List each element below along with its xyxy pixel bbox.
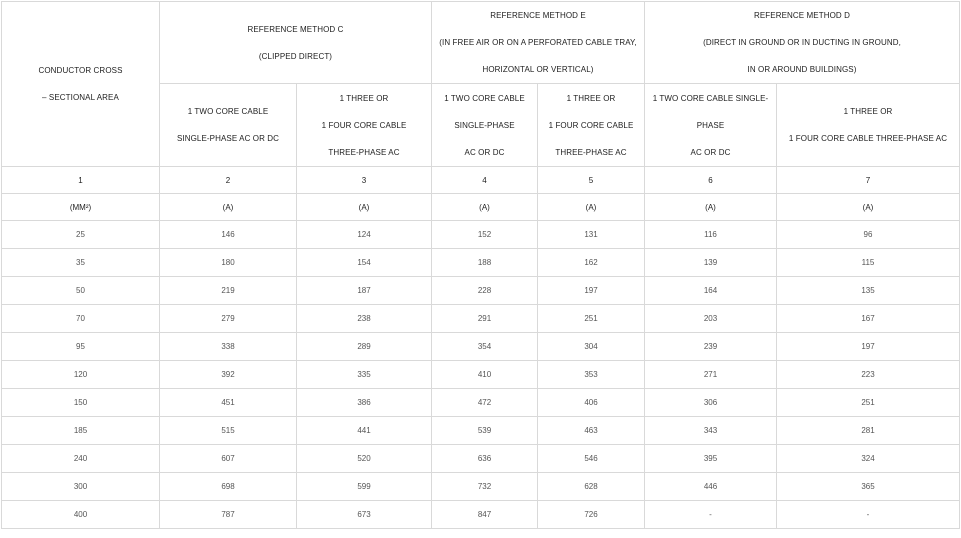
cross-section-cell: 35 — [2, 249, 160, 277]
table-cell: 607 — [160, 445, 297, 473]
col-7-header-line-1: 1 THREE OR — [843, 107, 893, 116]
cross-section-cell: 185 — [2, 417, 160, 445]
table-cell: 251 — [777, 389, 960, 417]
table-cell: 463 — [538, 417, 645, 445]
cross-section-cell: 240 — [2, 445, 160, 473]
table-cell: 279 — [160, 305, 297, 333]
table-cell: 164 — [645, 277, 777, 305]
unit-label: (A) — [645, 194, 777, 221]
table-cell: 96 — [777, 221, 960, 249]
table-cell: 520 — [297, 445, 432, 473]
conductor-cross-section-header — [2, 2, 160, 167]
col-4-header — [432, 84, 538, 167]
current-rating-table — [1, 1, 960, 529]
cross-section-cell: 150 — [2, 389, 160, 417]
table-row — [2, 445, 960, 473]
reference-method-d-header — [645, 2, 960, 84]
table-cell: 180 — [160, 249, 297, 277]
col-5-header — [538, 84, 645, 167]
table-cell: 203 — [645, 305, 777, 333]
table-cell: 251 — [538, 305, 645, 333]
table-row — [2, 361, 960, 389]
table-cell: 154 — [297, 249, 432, 277]
method-e-line-2: (IN FREE AIR OR ON A PERFORATED CABLE TRAY, — [439, 38, 637, 47]
table-cell: 223 — [777, 361, 960, 389]
table-cell: 188 — [432, 249, 538, 277]
col-6-header-line-2: PHASE — [696, 120, 725, 130]
table-cell: 146 — [160, 221, 297, 249]
method-d-title: REFERENCE METHOD D — [753, 11, 851, 20]
table-cell: 732 — [432, 473, 538, 501]
table-cell: 335 — [297, 361, 432, 389]
reference-method-e-header — [432, 2, 645, 84]
table-cell: 406 — [538, 389, 645, 417]
table-cell: 392 — [160, 361, 297, 389]
table-cell: 135 — [777, 277, 960, 305]
col-7-header-line-2: 1 FOUR CORE CABLE THREE-PHASE AC — [788, 134, 948, 143]
table-cell: 343 — [645, 417, 777, 445]
col-6-header-line-1: 1 TWO CORE CABLE SINGLE- — [652, 93, 769, 103]
table-cell: 726 — [538, 501, 645, 529]
table-cell: 539 — [432, 417, 538, 445]
table-cell: 152 — [432, 221, 538, 249]
table-row — [2, 333, 960, 361]
table-row — [2, 389, 960, 417]
col-2-header — [160, 84, 297, 167]
table-cell: 116 — [645, 221, 777, 249]
table-cell: 291 — [432, 305, 538, 333]
table-cell: 219 — [160, 277, 297, 305]
table-cell: 395 — [645, 445, 777, 473]
col-4-header-line-3: AC OR DC — [464, 147, 505, 157]
table-cell: 354 — [432, 333, 538, 361]
table-cell: 131 — [538, 221, 645, 249]
reference-method-c-header — [160, 2, 432, 84]
cross-section-cell: 120 — [2, 361, 160, 389]
table-cell: 187 — [297, 277, 432, 305]
cross-section-cell: 95 — [2, 333, 160, 361]
table-cell: 515 — [160, 417, 297, 445]
table-cell: 124 — [297, 221, 432, 249]
unit-label: (A) — [297, 194, 432, 221]
col-4-header-line-1: 1 TWO CORE CABLE — [444, 93, 525, 103]
table-cell: 304 — [538, 333, 645, 361]
table-cell: 162 — [538, 249, 645, 277]
col-2-header-line-1: 1 TWO CORE CABLE — [187, 107, 269, 116]
col-6-header — [645, 84, 777, 167]
table-cell: 197 — [538, 277, 645, 305]
table-cell: 324 — [777, 445, 960, 473]
conductor-header-line-2: – SECTIONAL AREA — [42, 93, 119, 102]
table-row — [2, 417, 960, 445]
column-number: 1 — [2, 167, 160, 194]
col-2-header-line-2: SINGLE-PHASE AC OR DC — [176, 134, 280, 143]
table-row — [2, 221, 960, 249]
table-cell: 446 — [645, 473, 777, 501]
column-number-row — [2, 167, 960, 194]
table-cell: 410 — [432, 361, 538, 389]
table-cell: 271 — [645, 361, 777, 389]
column-number: 3 — [297, 167, 432, 194]
unit-label: (MM²) — [2, 194, 160, 221]
table-cell: 636 — [432, 445, 538, 473]
column-number: 7 — [777, 167, 960, 194]
table-cell: 365 — [777, 473, 960, 501]
cross-section-cell: 300 — [2, 473, 160, 501]
table-cell: 238 — [297, 305, 432, 333]
method-e-title: REFERENCE METHOD E — [490, 11, 586, 20]
table-cell: 599 — [297, 473, 432, 501]
table-cell: 281 — [777, 417, 960, 445]
table-cell: 306 — [645, 389, 777, 417]
method-c-title: REFERENCE METHOD C — [247, 24, 344, 34]
cross-section-cell: 400 — [2, 501, 160, 529]
cross-section-cell: 70 — [2, 305, 160, 333]
table-cell: 197 — [777, 333, 960, 361]
col-3-header-line-1: 1 THREE OR — [339, 93, 389, 103]
col-5-header-line-2: 1 FOUR CORE CABLE — [548, 120, 634, 130]
table-row — [2, 473, 960, 501]
table-cell: 441 — [297, 417, 432, 445]
table-cell: 472 — [432, 389, 538, 417]
table-cell: 289 — [297, 333, 432, 361]
table-cell: 115 — [777, 249, 960, 277]
table-row — [2, 249, 960, 277]
unit-label: (A) — [777, 194, 960, 221]
table-row — [2, 277, 960, 305]
column-number: 5 — [538, 167, 645, 194]
column-number: 6 — [645, 167, 777, 194]
col-5-header-line-3: THREE-PHASE AC — [555, 147, 627, 157]
table-cell: 673 — [297, 501, 432, 529]
method-d-line-2: (DIRECT IN GROUND OR IN DUCTING IN GROUND, — [703, 38, 901, 47]
col-3-header-line-2: 1 FOUR CORE CABLE — [321, 120, 407, 130]
col-7-header — [777, 84, 960, 167]
cross-section-cell: 25 — [2, 221, 160, 249]
col-5-header-line-1: 1 THREE OR — [566, 93, 616, 103]
table-cell: 628 — [538, 473, 645, 501]
column-number: 4 — [432, 167, 538, 194]
column-number: 2 — [160, 167, 297, 194]
table-cell: - — [645, 501, 777, 529]
table-cell: 239 — [645, 333, 777, 361]
unit-label: (A) — [160, 194, 297, 221]
table-cell: 847 — [432, 501, 538, 529]
col-3-header-line-3: THREE-PHASE AC — [328, 147, 400, 157]
col-6-header-line-3: AC OR DC — [690, 147, 731, 157]
method-e-line-3: HORIZONTAL OR VERTICAL) — [482, 65, 594, 74]
table-cell: 787 — [160, 501, 297, 529]
table-cell: 386 — [297, 389, 432, 417]
table-row — [2, 501, 960, 529]
method-d-line-3: IN OR AROUND BUILDINGS) — [747, 65, 857, 74]
table-cell: 698 — [160, 473, 297, 501]
table-cell: 228 — [432, 277, 538, 305]
unit-label: (A) — [432, 194, 538, 221]
table-cell: - — [777, 501, 960, 529]
table-cell: 451 — [160, 389, 297, 417]
table-cell: 338 — [160, 333, 297, 361]
table-cell: 353 — [538, 361, 645, 389]
table-cell: 167 — [777, 305, 960, 333]
col-3-header — [297, 84, 432, 167]
unit-row — [2, 194, 960, 221]
col-4-header-line-2: SINGLE-PHASE — [454, 120, 515, 130]
table-cell: 546 — [538, 445, 645, 473]
table-cell: 139 — [645, 249, 777, 277]
method-c-subtitle: (CLIPPED DIRECT) — [258, 51, 333, 61]
table-row — [2, 305, 960, 333]
header-row-methods — [2, 2, 960, 84]
cross-section-cell: 50 — [2, 277, 160, 305]
unit-label: (A) — [538, 194, 645, 221]
conductor-header-line-1: CONDUCTOR CROSS — [38, 66, 123, 75]
